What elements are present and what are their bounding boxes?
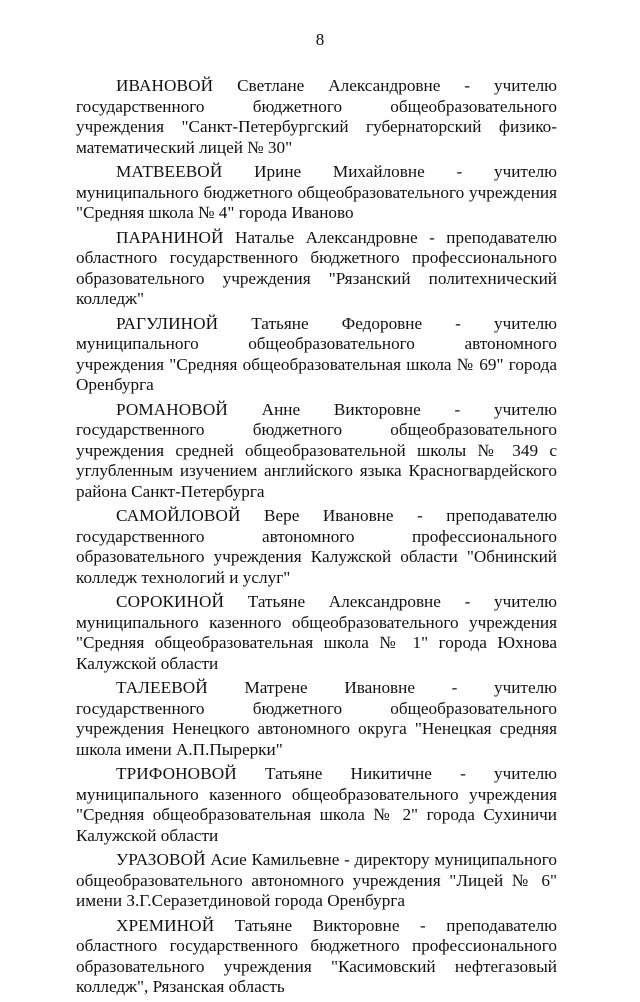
entry-text: Татьяне Федоровне - учителю муниципального общеобразовательного автономного учреждения "Средняя общеобразовательная школа № 69" города Оренбурга xyxy=(76,313,557,394)
entry-surname: УРАЗОВОЙ xyxy=(116,850,206,869)
list-item xyxy=(76,400,557,503)
list-item xyxy=(76,850,557,912)
entry-surname: ПАРАНИНОЙ xyxy=(116,227,224,247)
list-item xyxy=(76,162,557,224)
list-item xyxy=(76,314,557,396)
entry-text: Татьяне Никитичне - учителю муниципального казенного общеобразовательного учреждения "Средняя общеобразовательная школа № 2" города Сухиничи Калужской области xyxy=(76,764,557,845)
entry-surname: РОМАНОВОЙ xyxy=(116,399,228,419)
list-item xyxy=(76,592,557,674)
entry-text: Анне Викторовне - учителю государственного бюджетного общеобразовательного учреждения средней общеобразовательной школы № 349 с углубленным изучением английского языка Красногвардейского района Санкт-Петербурга xyxy=(76,399,557,501)
list-item xyxy=(76,228,557,310)
list-item xyxy=(76,678,557,760)
entry-text: Вере Ивановне - преподавателю государственного автономного профессионального образовательного учреждения Калужской области "Обнинский колледж технологий и услуг" xyxy=(76,506,557,587)
award-list xyxy=(76,76,557,1002)
entry-text: Асие Камильевне - директору муниципального общеобразовательного автономного учреждения "Лицей № 6" имени З.Г.Серазетдиновой города Оренбурга xyxy=(76,850,557,910)
entry-surname: ИВАНОВОЙ xyxy=(116,76,214,95)
entry-text: Наталье Александровне - преподавателю областного государственного бюджетного профессионального образовательного учреждения "Рязанский политехнический колледж" xyxy=(76,227,557,308)
list-item xyxy=(76,76,557,158)
entry-surname: ТРИФОНОВОЙ xyxy=(116,764,237,783)
list-item xyxy=(76,506,557,588)
entry-text: Ирине Михайловне - учителю муниципального бюджетного общеобразовательного учреждения "Средняя школа № 4" города Иваново xyxy=(76,162,557,222)
entry-surname: СОРОКИНОЙ xyxy=(116,592,225,611)
entry-surname: ТАЛЕЕВОЙ xyxy=(116,678,208,697)
page-number: 8 xyxy=(315,30,325,49)
entry-surname: САМОЙЛОВОЙ xyxy=(116,506,241,525)
list-item xyxy=(76,916,557,998)
entry-text: Матрене Ивановне - учителю государственного бюджетного общеобразовательного учреждения Ненецкого автономного округа "Ненецкая средняя школа имени А.П.Пырерки" xyxy=(76,678,557,759)
list-item xyxy=(76,764,557,846)
entry-surname: РАГУЛИНОЙ xyxy=(116,313,219,333)
entry-surname: ХРЕМИНОЙ xyxy=(116,915,215,935)
entry-surname: МАТВЕЕВОЙ xyxy=(116,162,223,181)
entry-text: Светлане Александровне - учителю государственного бюджетного общеобразовательного учреждения "Санкт-Петербургский губернаторский физико-математический лицей № 30" xyxy=(76,76,557,157)
entry-text: Татьяне Викторовне - преподавателю областного государственного бюджетного профессионального образовательного учреждения "Касимовский нефтегазовый колледж", Рязанская область xyxy=(76,915,557,996)
entry-text: Татьяне Александровне - учителю муниципального казенного общеобразовательного учреждения "Средняя общеобразовательная школа № 1" города Юхнова Калужской области xyxy=(76,592,557,673)
